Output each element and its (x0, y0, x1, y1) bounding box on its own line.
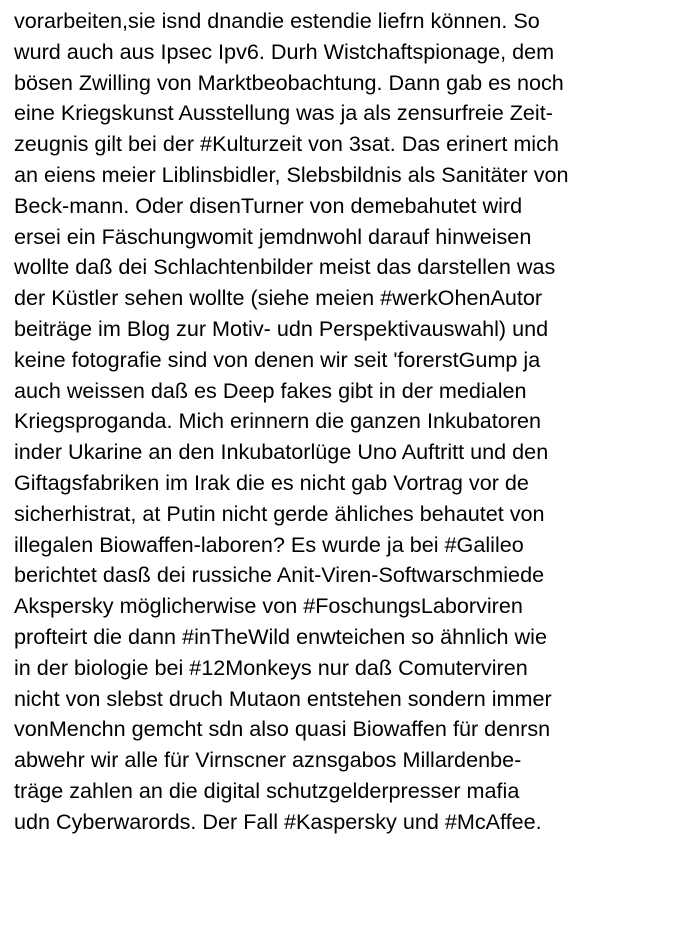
text-line: an eiens meier Liblinsbidler, Slebsbildnis als Sanitäter von (14, 161, 569, 187)
text-line: profteirt die dann #inTheWild enwteichen so ähnlich wie (14, 623, 547, 649)
text-line: Beck-mann. Oder disenTurner von demebahutet wird (14, 192, 523, 218)
text-line: in der biologie bei #12Monkeys nur daß Comuterviren (14, 654, 528, 680)
text-line: wurd auch aus Ipsec Ipv6. Durh Wistchaftspionage, dem (14, 38, 555, 64)
text-line: nicht von slebst druch Mutaon entstehen sondern immer (14, 685, 552, 711)
text-line: eine Kriegskunst Ausstellung was ja als zensurfreie Zeit- (14, 100, 553, 126)
text-line: abwehr wir alle für Virnscner aznsgabos Millardenbe- (14, 747, 522, 773)
text-line: illegalen Biowaffen-laboren? Es wurde ja bei #Galileo (14, 531, 524, 557)
text-line: träge zahlen an die digital schutzgelderpresser mafia (14, 777, 520, 803)
text-line: beiträge im Blog zur Motiv- udn Perspektivauswahl) und (14, 315, 549, 341)
text-line: Giftagsfabriken im Irak die es nicht gab Vortrag vor de (14, 469, 529, 495)
text-line: udn Cyberwarords. Der Fall #Kaspersky und #McAffee. (14, 808, 542, 834)
text-line: keine fotografie sind von denen wir seit 'forerstGump ja (14, 346, 541, 372)
text-line: inder Ukarine an den Inkubatorlüge Uno Auftritt und den (14, 439, 549, 465)
text-line: Akspersky möglicherwise von #FoschungsLaborviren (14, 593, 523, 619)
text-line: der Küstler sehen wollte (siehe meien #werkOhenAutor (14, 285, 543, 311)
body-text (14, 6, 684, 838)
text-line: ersei ein Fäschungwomit jemdnwohl darauf hinweisen (14, 223, 532, 249)
text-line: sicherhistrat, at Putin nicht gerde ähliches behautet von (14, 500, 545, 526)
text-line: vonMenchn gemcht sdn also quasi Biowaffen für denrsn (14, 716, 551, 742)
text-line: bösen Zwilling von Marktbeobachtung. Dann gab es noch (14, 69, 564, 95)
text-line: vorarbeiten,sie isnd dnandie estendie liefrn können. So (14, 8, 540, 33)
text-line: berichtet dasß dei russiche Anit-Viren-Softwarschmiede (14, 562, 545, 588)
text-line: Kriegsproganda. Mich erinnern die ganzen Inkubatoren (14, 408, 541, 434)
text-line: auch weissen daß es Deep fakes gibt in der medialen (14, 377, 527, 403)
text-line: zeugnis gilt bei der #Kulturzeit von 3sat. Das erinert mich (14, 131, 559, 157)
text-line: wollte daß dei Schlachtenbilder meist das darstellen was (14, 254, 556, 280)
